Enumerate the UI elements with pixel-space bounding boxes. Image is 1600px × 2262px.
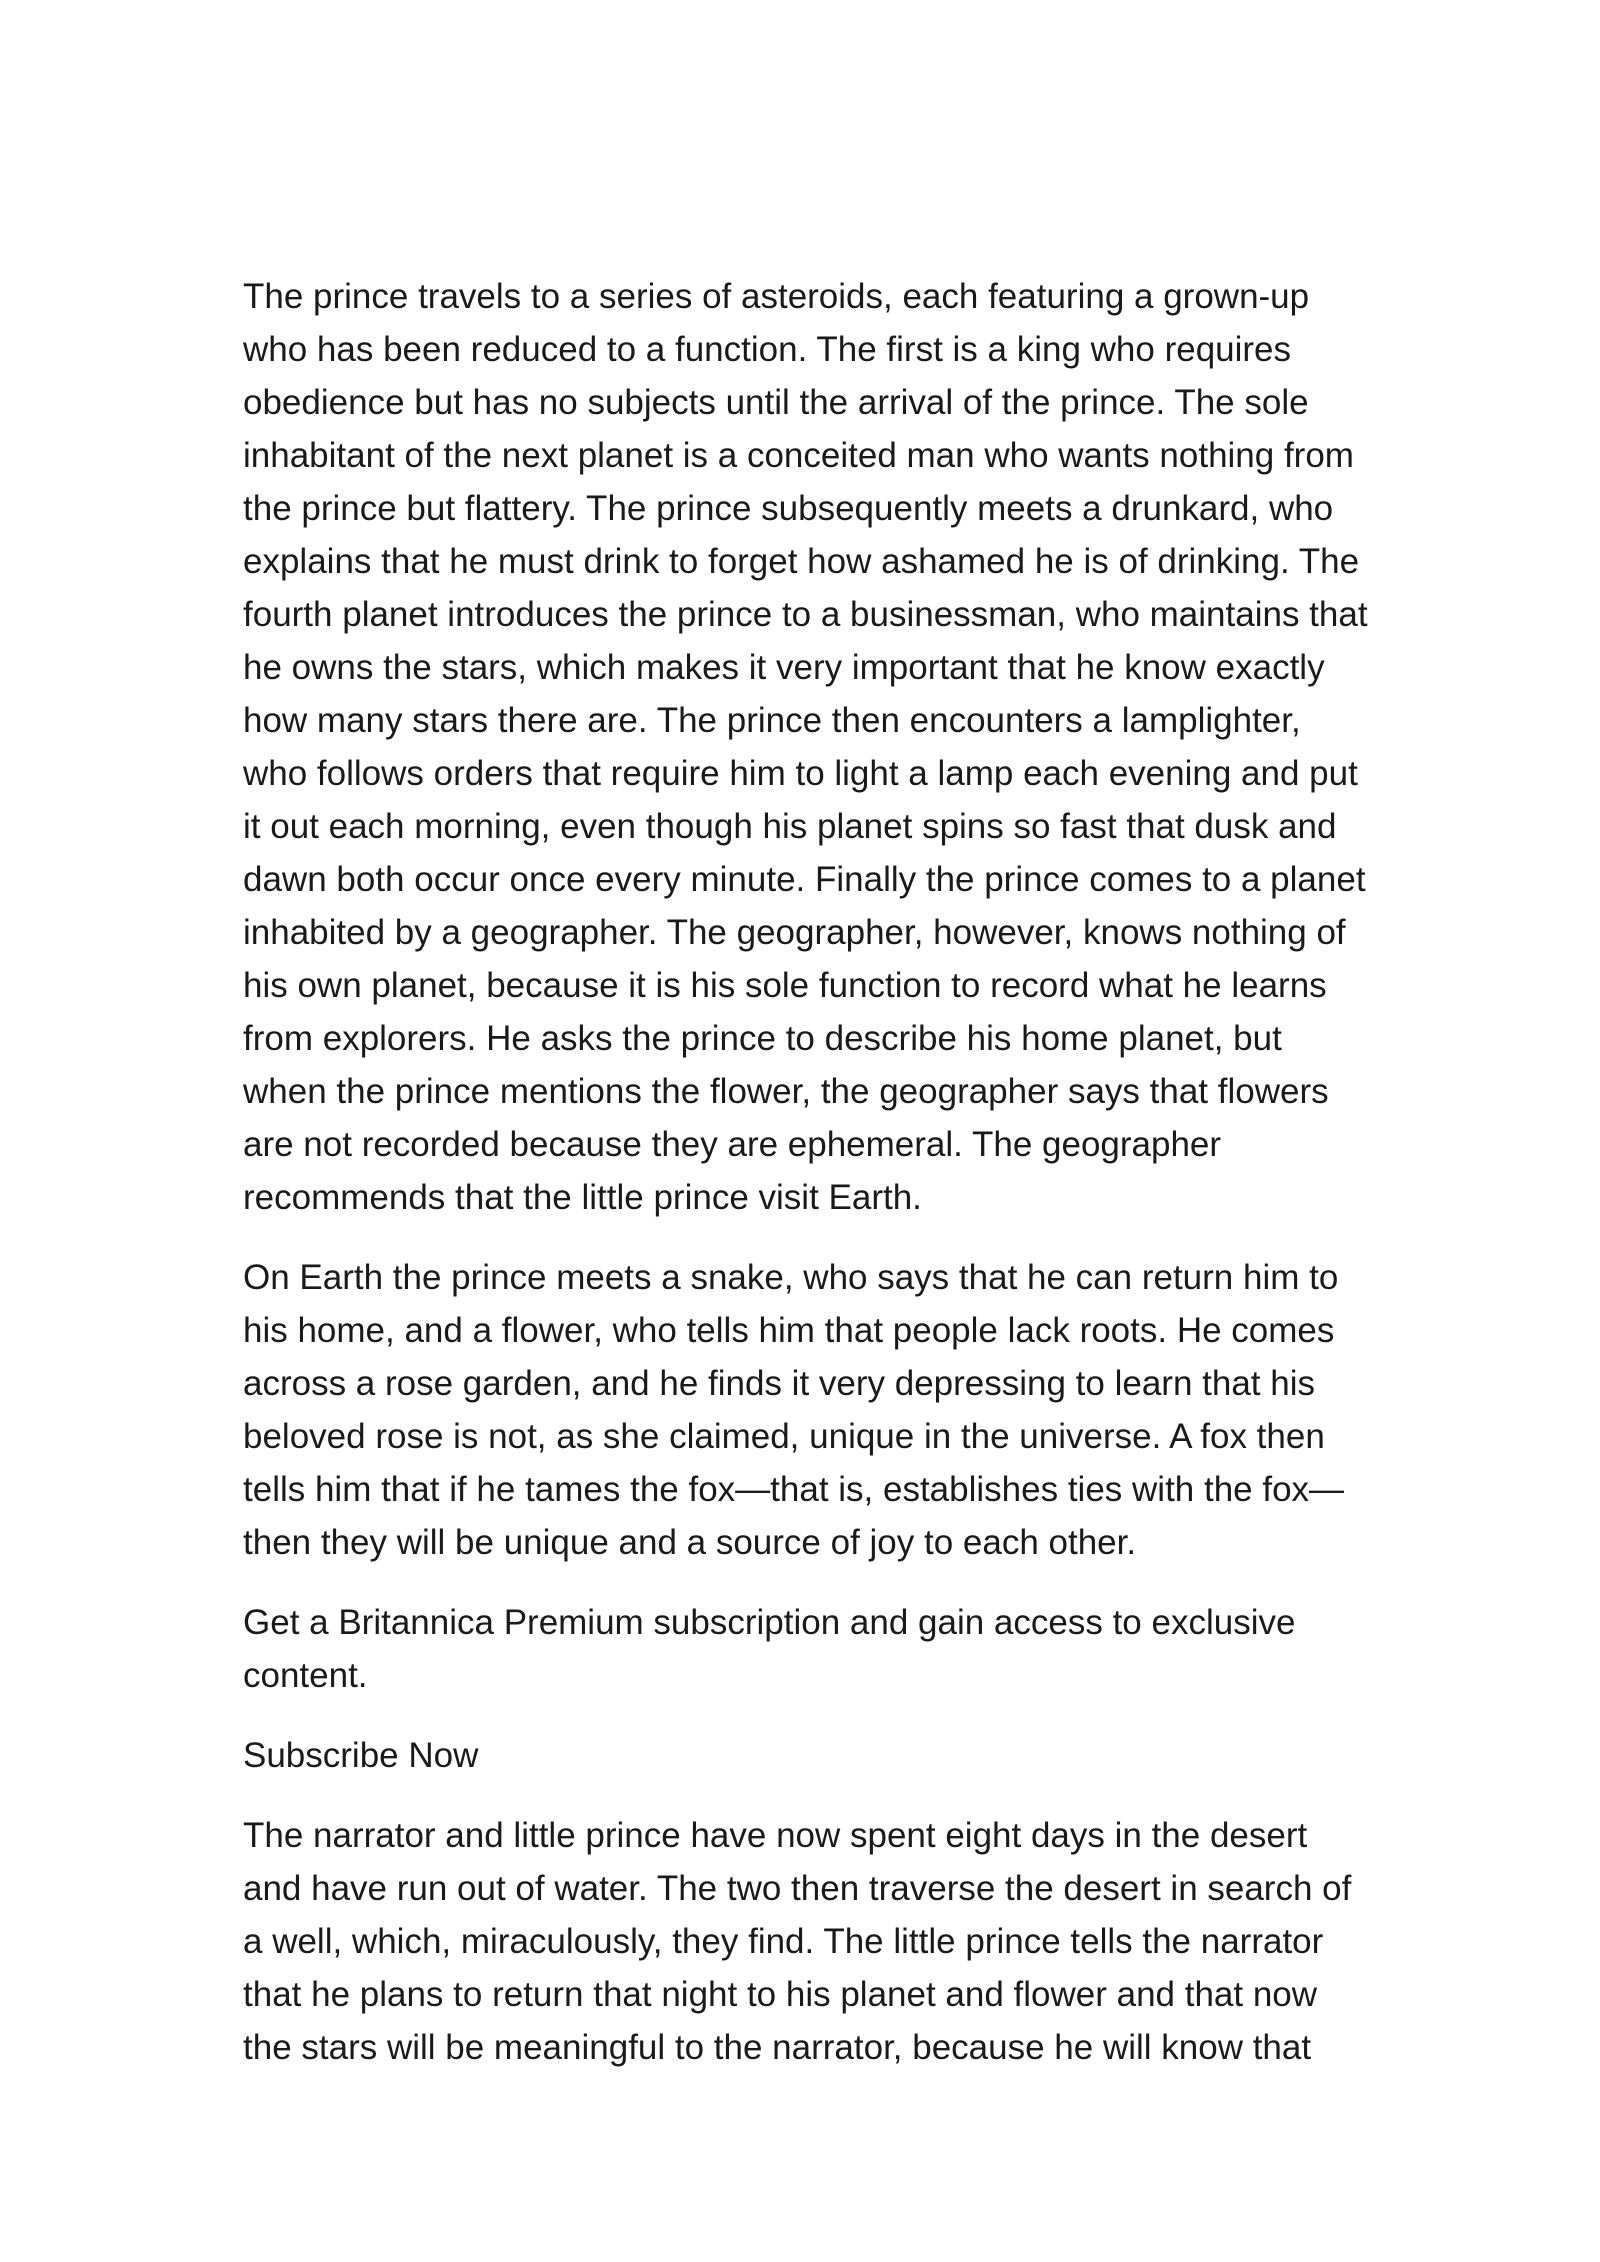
paragraph-asteroids: The prince travels to a series of asteroids, each featuring a grown-up who has been reduced to a function. The first is a king who requires obedience but has no subjects until the arrival of the prince. The sole inhabitant of the next planet is a conceited man who wants nothing from the prince but flattery. The prince subsequently meets a drunkard, who explains that he must drink to forget how ashamed he is of drinking. The fourth planet introduces the prince to a businessman, who maintains that he owns the stars, which makes it very important that he know exactly how many stars there are. The prince then encounters a lamplighter, who follows orders that require him to light a lamp each evening and put it out each morning, even though his planet spins so fast that dusk and dawn both occur once every minute. Finally the prince comes to a planet inhabited by a geographer. The geographer, however, knows nothing of his own planet, because it is his sole function to record what he learns from explorers. He asks the prince to describe his home planet, but when the prince mentions the flower, the geographer says that flowers are not recorded because they are ephemeral. The geographer recommends that the little prince visit Earth. bbox=[243, 277, 1368, 1217]
paragraph-desert: The narrator and little prince have now spent eight days in the desert and have run out of water. The two then traverse the desert in search of a well, which, miraculously, they find. The little prince tells the narrator that he plans to return that night to his planet and flower and that now the stars will be meaningful to the narrator, because he will know that bbox=[243, 1816, 1352, 2067]
document-body bbox=[243, 270, 1373, 2101]
paragraph-premium-promo: Get a Britannica Premium subscription and gain access to exclusive content. bbox=[243, 1603, 1296, 1695]
paragraph-earth: On Earth the prince meets a snake, who says that he can return him to his home, and a flower, who tells him that people lack roots. He comes across a rose garden, and he finds it very depressing to learn that his beloved rose is not, as she claimed, unique in the universe. A fox then tells him that if he tames the fox—that is, establishes ties with the fox—then they will be unique and a source of joy to each other. bbox=[243, 1258, 1345, 1562]
paragraph-subscribe-now: Subscribe Now bbox=[243, 1736, 479, 1775]
